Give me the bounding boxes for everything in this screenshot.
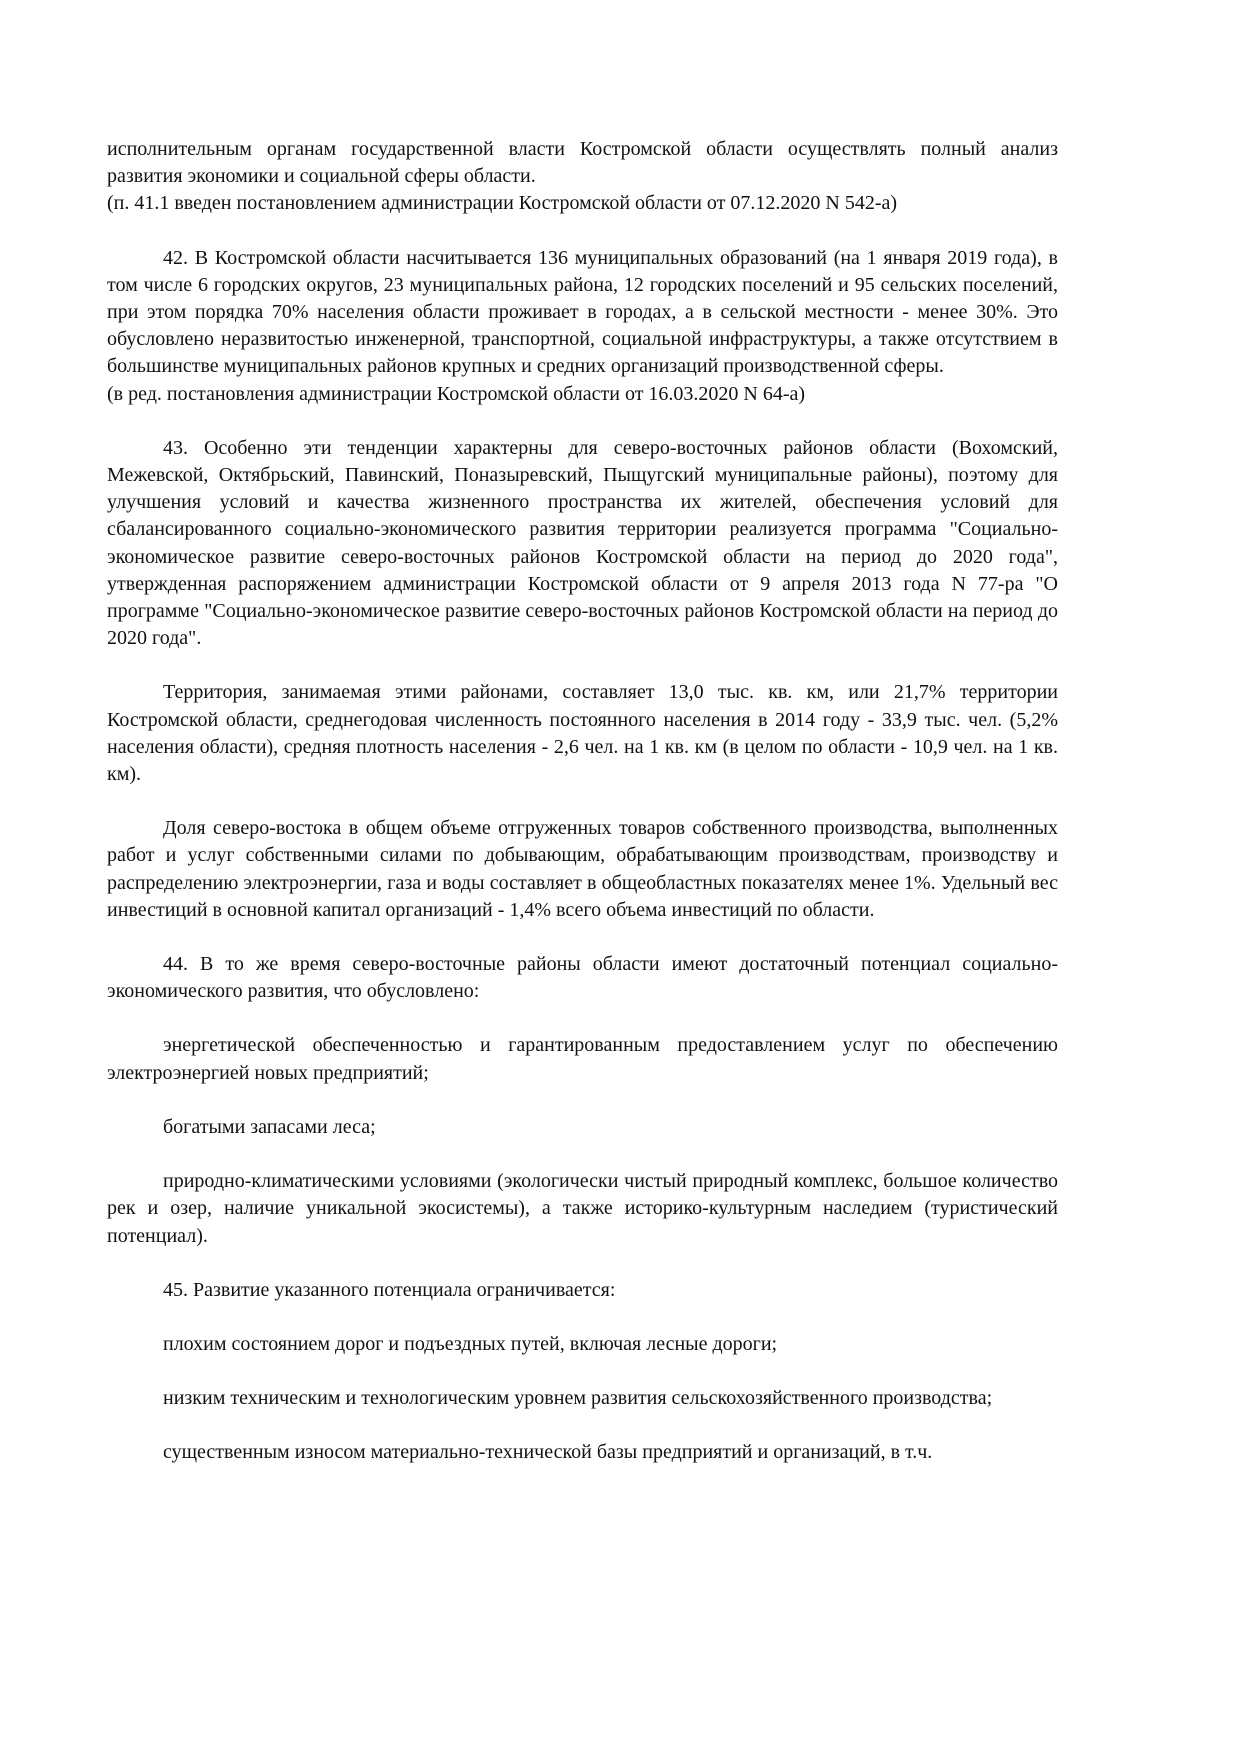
paragraph-44: 44. В то же время северо-восточные районы области имеют достаточный потенциал социально-экономического развития, что обусловлено: bbox=[107, 953, 1058, 1003]
paragraph-41-1-continuation: исполнительным органам государственной власти Костромской области осуществлять полный анализ развития экономики и социальной сферы области. bbox=[107, 138, 1058, 188]
list-item-roads: плохим состоянием дорог и подъездных путей, включая лесные дороги; bbox=[163, 1332, 778, 1355]
list-item-agriculture: низким техническим и технологическим уровнем развития сельскохозяйственного производства; bbox=[163, 1387, 993, 1410]
list-item-wear: существенным износом материально-технической базы предприятий и организаций, в т.ч. bbox=[163, 1441, 933, 1464]
paragraph-42: 42. В Костромской области насчитывается 136 муниципальных образований (на 1 января 2019 года), в том числе 6 городских округов, 23 муниципальных района, 12 городских поселений и 95 сельских поселений, при этом порядка 70% населения области проживает в городах, а в сельской местности - менее 30%. Это обусловлено неразвитостью инженерной, транспортной, социальной инфраструктуры, а также отсутствием в большинстве муниципальных районов крупных и средних организаций производственной сферы. bbox=[107, 246, 1058, 378]
amendment-note-42: (в ред. постановления администрации Костромской области от 16.03.2020 N 64-а) bbox=[107, 382, 806, 405]
paragraph-45: 45. Развитие указанного потенциала ограничивается: bbox=[163, 1278, 616, 1301]
list-item-forest: богатыми запасами леса; bbox=[163, 1115, 376, 1138]
paragraph-territory: Территория, занимаемая этими районами, составляет 13,0 тыс. кв. км, или 21,7% территории Костромской области, среднегодовая численность постоянного населения в 2014 году - 33,9 тыс. чел. (5,2% населения области), средняя плотность населения - 2,6 чел. на 1 кв. км (в целом по области - 10,9 чел. на 1 кв. км). bbox=[107, 681, 1058, 786]
paragraph-43: 43. Особенно эти тенденции характерны для северо-восточных районов области (Вохомский, Межевской, Октябрьский, Павинский, Поназыревский, Пыщугский муниципальные районы), поэтому для улучшения условий и качества жизненного пространства их жителей, обеспечения условий для сбалансированного социально-экономического развития территории реализуется программа "Социально-экономическое развитие северо-восточных районов Костромской области на период до 2020 года", утвержденная распоряжением администрации Костромской области от 9 апреля 2013 года N 77-ра "О программе "Социально-экономическое развитие северо-восточных районов Костромской области на период до 2020 года". bbox=[107, 436, 1058, 650]
list-item-climate: природно-климатическими условиями (экологически чистый природный комплекс, большое количество рек и озер, наличие уникальной экосистемы), а также историко-культурным наследием (туристический потенциал). bbox=[107, 1170, 1058, 1247]
list-item-energy: энергетической обеспеченностью и гарантированным предоставлением услуг по обеспечению электроэнергией новых предприятий; bbox=[107, 1034, 1058, 1084]
amendment-note-41-1: (п. 41.1 введен постановлением администрации Костромской области от 07.12.2020 N 542-а) bbox=[107, 192, 898, 215]
document-page bbox=[107, 136, 1058, 1467]
paragraph-northeast-share: Доля северо-востока в общем объеме отгруженных товаров собственного производства, выполненных работ и услуг собственными силами по добывающим, обрабатывающим производствам, производству и распределению электроэнергии, газа и воды составляет в общеобластных показателях менее 1%. Удельный вес инвестиций в основной капитал организаций - 1,4% всего объема инвестиций по области. bbox=[107, 817, 1058, 921]
